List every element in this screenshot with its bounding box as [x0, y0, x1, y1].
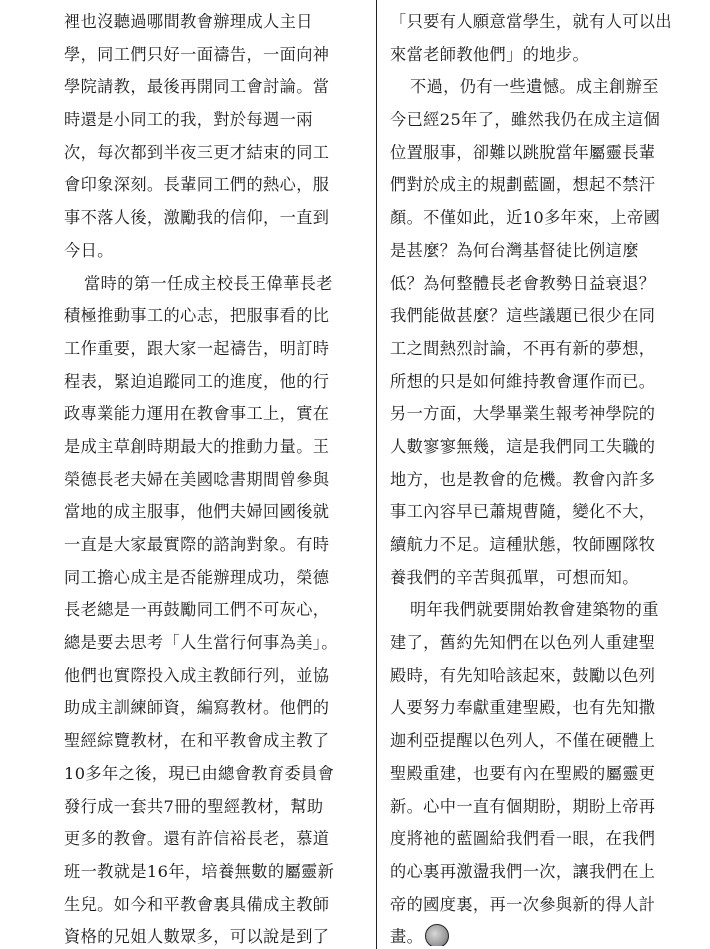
text-line [64, 496, 366, 529]
text-line [64, 464, 366, 497]
text-line-content: 是甚麼？為何台灣基督徒比例這麼 [390, 240, 639, 260]
text-line-content: 殿時，有先知哈該起來，鼓勵以色列 [390, 665, 656, 685]
text-line [390, 169, 692, 202]
text-line [390, 300, 692, 333]
text-line [64, 39, 366, 72]
text-line [64, 169, 366, 202]
text-line-content: 今已經25年了，雖然我仍在成主這個 [390, 110, 661, 130]
text-line-content: 工作重要，跟大家一起禱告，明訂時 [64, 338, 330, 358]
text-line [390, 758, 692, 791]
text-line-content: 畫。 [390, 927, 424, 946]
text-line [64, 889, 366, 922]
text-line [64, 268, 366, 301]
text-line [390, 660, 692, 693]
left-text-column [64, 6, 366, 946]
text-line-content: 工之間熱烈討論，不再有新的夢想， [390, 338, 656, 358]
text-line-content: 位置服事，卻難以跳脫當年屬靈長輩 [390, 142, 656, 162]
text-line-content: 建了，舊約先知們在以色列人重建聖 [390, 633, 656, 653]
text-line-content: 「只要有人願意當學生，就有人可以出 [390, 12, 672, 31]
text-line-content: 新。心中一直有個期盼，期盼上帝再 [390, 796, 656, 816]
text-line-content: 另一方面，大學畢業生報考神學院的 [390, 404, 656, 424]
text-line [390, 627, 692, 660]
text-line-content: 總是要去思考「人生當行何事為美」。 [64, 633, 338, 653]
text-line-content: 所想的只是如何維持教會運作而已。 [390, 371, 656, 391]
text-line-content: 積極推動事工的心志，把服事看的比 [64, 306, 330, 326]
text-line-content: 當時的第一任成主校長王偉華長老 [84, 273, 333, 293]
column-divider [376, 0, 377, 949]
text-line-content: 學，同工們只好一面禱告，一面向神 [64, 44, 330, 64]
text-line [64, 594, 366, 627]
text-line-content: 他們也實際投入成主教師行列，並協 [64, 665, 330, 685]
text-line-content: 不過，仍有一些遺憾。成主創辦至 [410, 77, 659, 97]
text-line [390, 398, 692, 431]
text-line-content: 班一教就是16年，培養無數的屬靈新 [64, 861, 335, 881]
text-line [390, 791, 692, 824]
text-line-content: 一直是大家最實際的諮詢對象。有時 [64, 535, 330, 554]
text-line [64, 660, 366, 693]
text-line-content: 今日。 [64, 240, 114, 260]
text-line [64, 692, 366, 725]
text-line [64, 921, 366, 946]
text-line [390, 594, 692, 627]
text-line [64, 6, 366, 39]
text-line-content: 裡也沒聽過哪間教會辦理成人主日 [64, 12, 313, 31]
text-line-content: 來當老師教他們」的地步。 [390, 44, 590, 64]
text-line [390, 856, 692, 889]
text-line-content: 當地的成主服事，他們夫婦回國後就 [64, 502, 330, 522]
text-line-content: 迦利亞提醒以色列人，不僅在硬體上 [390, 731, 656, 751]
text-line-content: 助成主訓練師資，編寫教材。他們的 [64, 698, 330, 718]
text-line-content: 資格的兄姐人數眾多，可以說是到了 [64, 927, 330, 946]
text-line [64, 627, 366, 660]
text-line [390, 562, 692, 595]
text-line-content: 學院請教，最後再開同工會討論。當 [64, 77, 330, 97]
text-line [64, 823, 366, 856]
text-line-content: 政專業能力運用在教會事工上，實在 [64, 404, 330, 424]
text-line-content: 帝的國度裏，再一次參與新的得人計 [390, 894, 656, 914]
text-line [390, 104, 692, 137]
text-line-content: 是成主草創時期最大的推動力量。王 [64, 436, 330, 456]
text-line [390, 725, 692, 758]
text-line [390, 431, 692, 464]
text-line-content: 次，每次都到半夜三更才結束的同工 [64, 142, 330, 162]
text-line-content: 發行成一套共7冊的聖經教材，幫助 [64, 796, 324, 816]
text-line-content: 人數寥寥無幾，這是我們同工失職的 [390, 436, 656, 456]
text-line-content: 我們能做甚麼？這些議題已很少在同 [390, 306, 656, 326]
article-end-icon [425, 924, 449, 946]
text-line [64, 562, 366, 595]
text-line-content: 顏。不僅如此，近10多年來，上帝國 [390, 208, 661, 228]
text-line-content: 的心裏再激盪我們一次，讓我們在上 [390, 861, 656, 881]
text-line [390, 39, 692, 72]
text-line-content: 度將祂的藍圖給我們看一眼，在我們 [390, 829, 656, 849]
text-line [390, 6, 692, 39]
text-line-content: 時還是小同工的我，對於每週一兩 [64, 110, 313, 130]
text-line-content: 地方，也是教會的危機。教會內許多 [390, 469, 656, 489]
text-line [390, 268, 692, 301]
text-line-content: 人要努力奉獻重建聖殿，也有先知撒 [390, 698, 656, 718]
text-line [64, 725, 366, 758]
text-line [64, 431, 366, 464]
text-line [64, 202, 366, 235]
text-line [390, 235, 692, 268]
text-line [390, 823, 692, 856]
text-line [64, 791, 366, 824]
text-line-content: 長老總是一再鼓勵同工們不可灰心， [64, 600, 330, 620]
text-line-content: 聖殿重建，也要有內在聖殿的屬靈更 [390, 763, 656, 783]
text-line [64, 398, 366, 431]
text-line [390, 921, 692, 946]
text-line [64, 235, 366, 268]
text-line [64, 137, 366, 170]
text-line-content: 10多年之後，現已由總會教育委員會 [64, 763, 335, 783]
text-line [64, 104, 366, 137]
text-line-content: 更多的教會。還有許信裕長老，慕道 [64, 829, 330, 849]
text-line [390, 889, 692, 922]
text-line [64, 856, 366, 889]
text-line-content: 事不落人後，激勵我的信仰，一直到 [64, 208, 330, 228]
text-line-content: 低？為何整體長老會教勢日益衰退？ [390, 273, 656, 293]
text-line [64, 300, 366, 333]
text-line [64, 366, 366, 399]
text-line [390, 71, 692, 104]
text-line [390, 333, 692, 366]
text-line [64, 758, 366, 791]
text-line-content: 程表，緊迫追蹤同工的進度，他的行 [64, 371, 330, 391]
text-line-content: 明年我們就要開始教會建築物的重 [410, 600, 659, 620]
text-line-content: 會印象深刻。長輩同工們的熱心，服 [64, 175, 330, 195]
text-line [390, 464, 692, 497]
text-line-content: 們對於成主的規劃藍圖，想起不禁汗 [390, 175, 656, 195]
text-line [390, 202, 692, 235]
text-line-content: 事工內容早已蕭規曹隨，變化不大， [390, 502, 656, 522]
text-line [64, 71, 366, 104]
text-line-content: 生兒。如今和平教會裏具備成主教師 [64, 894, 330, 914]
text-line-content: 同工擔心成主是否能辦理成功，榮德 [64, 567, 330, 587]
text-line [64, 529, 366, 562]
text-line [390, 692, 692, 725]
text-line [390, 137, 692, 170]
text-line [390, 366, 692, 399]
text-line [64, 333, 366, 366]
text-line-content: 聖經綜覽教材，在和平教會成主教了 [64, 731, 330, 751]
text-line-content: 續航力不足。這種狀態，牧師團隊牧 [390, 535, 656, 554]
text-line [390, 496, 692, 529]
right-text-column [390, 6, 692, 946]
text-line [390, 529, 692, 562]
text-line-content: 養我們的辛苦與孤單，可想而知。 [390, 567, 639, 587]
text-line-content: 榮德長老夫婦在美國唸書期間曾參與 [64, 469, 330, 489]
